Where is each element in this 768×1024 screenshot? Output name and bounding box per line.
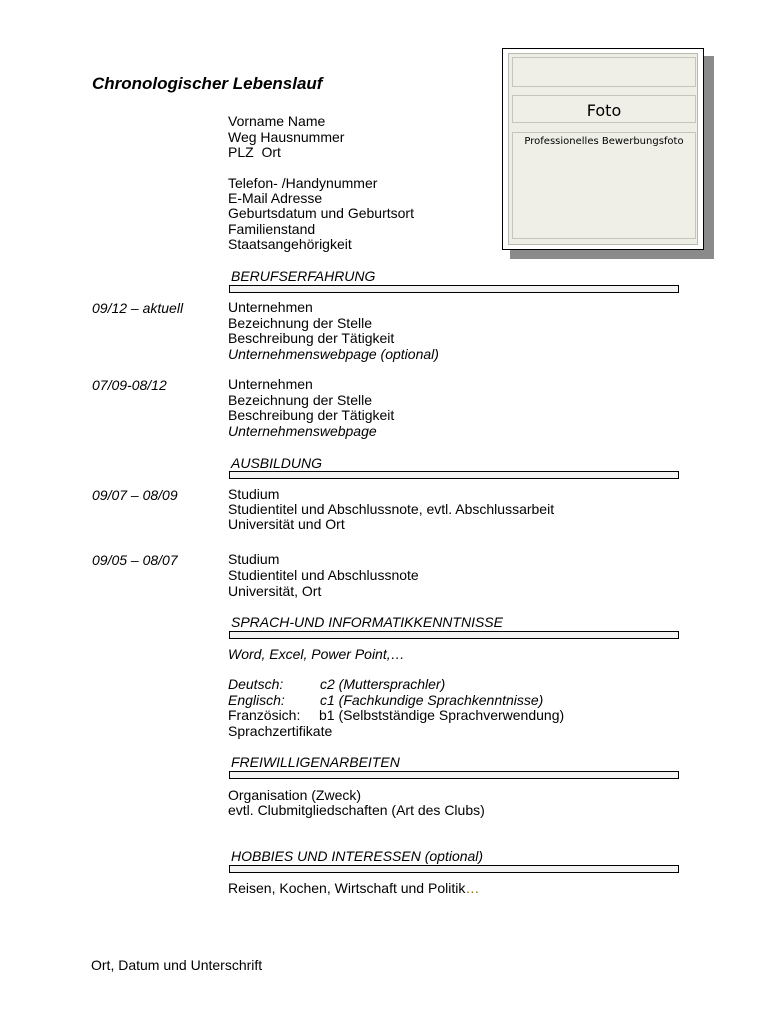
hobbies-text xyxy=(228,881,479,896)
section-heading-freiwilligenarbeiten: FREIWILLIGENARBEITEN xyxy=(231,754,400,770)
job-date: 07/09-08/12 xyxy=(92,377,167,393)
section-rule xyxy=(229,471,679,479)
personal-marital-status: Familienstand xyxy=(228,221,316,237)
section-rule xyxy=(229,631,679,639)
job-description: Beschreibung der Tätigkeit xyxy=(228,407,395,423)
job-company: Unternehmen xyxy=(228,376,313,392)
education-type: Studium xyxy=(228,486,280,502)
education-detail: Studientitel und Abschlussnote xyxy=(228,567,419,583)
job-description: Beschreibung der Tätigkeit xyxy=(228,330,395,346)
section-heading-berufserfahrung: BERUFSERFAHRUNG xyxy=(231,268,376,284)
section-heading-hobbies: HOBBIES UND INTERESSEN (optional) xyxy=(231,848,484,864)
language-level: c2 (Muttersprachler) xyxy=(320,676,446,692)
language-name: Deutsch: xyxy=(228,676,284,692)
language-level: c1 (Fachkundige Sprachkenntnisse) xyxy=(320,692,544,708)
language-name: Englisch: xyxy=(228,692,285,708)
job-date: 09/12 – aktuell xyxy=(92,300,184,316)
photo-caption-area xyxy=(512,132,696,239)
software-skills: Word, Excel, Power Point,… xyxy=(228,646,405,662)
personal-phone: Telefon- /Handynummer xyxy=(228,175,378,191)
section-heading-ausbildung: AUSBILDUNG xyxy=(231,455,323,471)
hobbies-list: Reisen, Kochen, Wirtschaft und Politik xyxy=(228,880,466,896)
photo-frame xyxy=(502,48,704,250)
volunteer-item: evtl. Clubmitgliedschaften (Art des Clubs) xyxy=(228,802,485,818)
photo-strip-top xyxy=(512,57,696,87)
document-title: Chronologischer Lebenslauf xyxy=(92,74,323,93)
personal-name: Vorname Name xyxy=(228,113,326,129)
photo-caption: Professionelles Bewerbungsfoto xyxy=(524,136,684,147)
photo-placeholder xyxy=(508,53,698,245)
job-webpage: Unternehmenswebpage (optional) xyxy=(228,346,439,362)
personal-street: Weg Hausnummer xyxy=(228,129,345,145)
education-place: Universität, Ort xyxy=(228,583,322,599)
job-position: Bezeichnung der Stelle xyxy=(228,392,372,408)
section-heading-sprachen: SPRACH-UND INFORMATIKKENNTNISSE xyxy=(231,614,503,630)
personal-nationality: Staatsangehörigkeit xyxy=(228,236,352,252)
personal-email: E-Mail Adresse xyxy=(228,190,323,206)
education-type: Studium xyxy=(228,551,280,567)
volunteer-item: Organisation (Zweck) xyxy=(228,787,362,803)
education-detail: Studientitel und Abschlussnote, evtl. Abschlussarbeit xyxy=(228,501,555,517)
section-rule xyxy=(229,865,679,873)
education-date: 09/05 – 08/07 xyxy=(92,552,178,568)
job-company: Unternehmen xyxy=(228,299,313,315)
signature-line: Ort, Datum und Unterschrift xyxy=(91,957,263,973)
job-position: Bezeichnung der Stelle xyxy=(228,315,372,331)
job-webpage: Unternehmenswebpage xyxy=(228,423,377,439)
hobbies-ellipsis: … xyxy=(465,880,480,896)
personal-city: PLZ Ort xyxy=(228,144,281,160)
language-level: b1 (Selbstständige Sprachverwendung) xyxy=(319,707,565,723)
photo-label-strip xyxy=(512,95,696,123)
education-place: Universität und Ort xyxy=(228,516,345,532)
section-rule xyxy=(229,285,679,293)
section-rule xyxy=(229,771,679,779)
education-date: 09/07 – 08/09 xyxy=(92,487,178,503)
personal-birth: Geburtsdatum und Geburtsort xyxy=(228,205,414,221)
photo-label: Foto xyxy=(586,101,622,120)
language-certificates: Sprachzertifikate xyxy=(228,723,333,739)
language-name: Französich: xyxy=(228,707,301,723)
